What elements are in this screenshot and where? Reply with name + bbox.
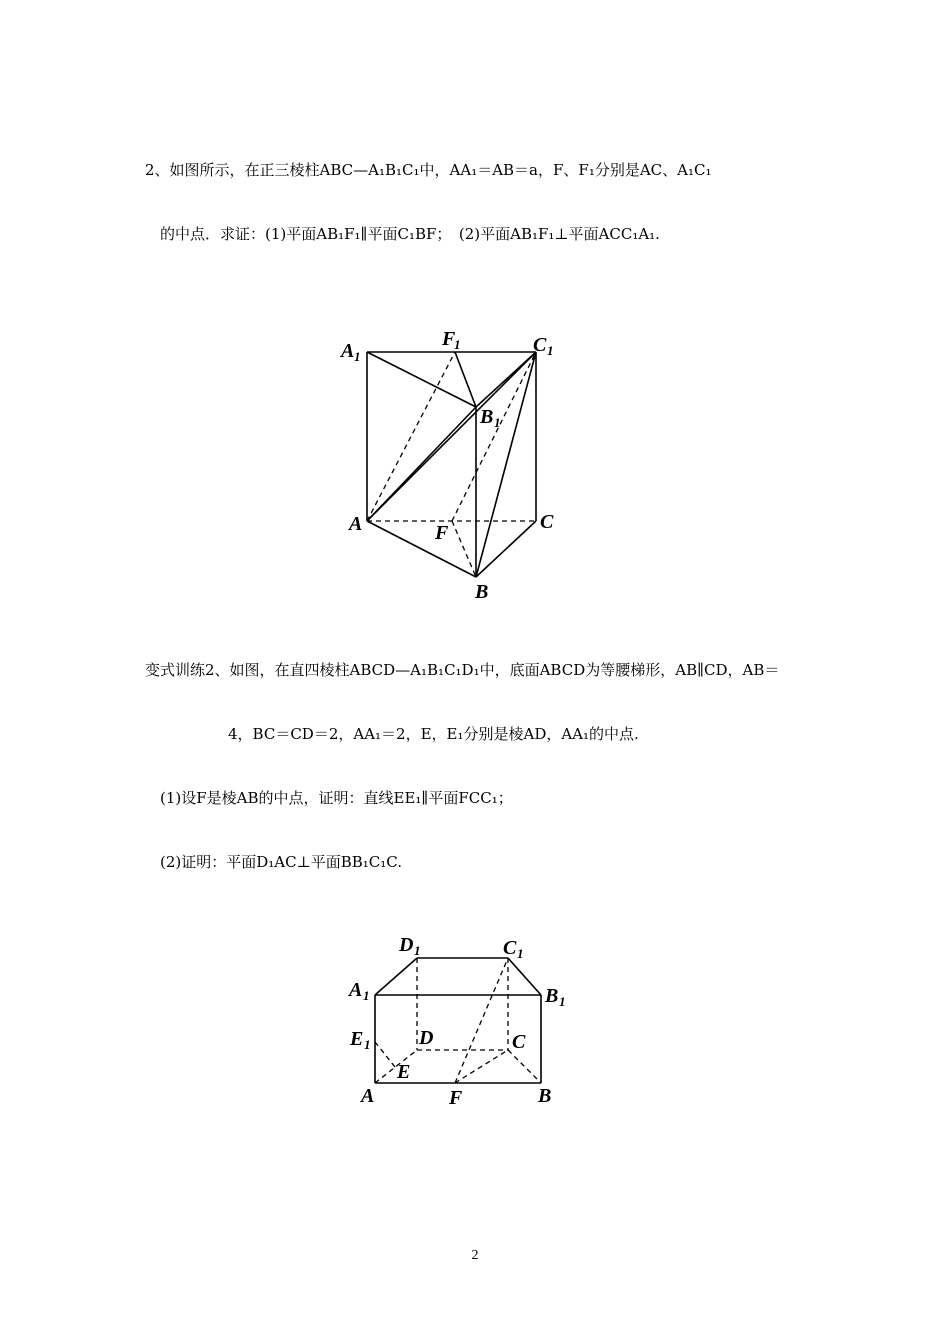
label-b1-sub: 1 <box>494 415 501 430</box>
problem2-line2: 的中点．求证：(1)平面AB₁F₁∥平面C₁BF； (2)平面AB₁F₁⊥平面ACC₁A₁. <box>160 225 660 243</box>
label-b: B <box>538 1085 552 1107</box>
label-a1: A <box>349 979 363 1001</box>
edge-a1-b1 <box>367 352 476 407</box>
edge-a-d-dashed <box>375 1050 417 1083</box>
label-a: A <box>361 1085 375 1107</box>
label-f: F <box>435 522 449 544</box>
edge-c-b <box>476 521 536 577</box>
edge-c1-b1 <box>508 958 541 995</box>
label-d1: D <box>399 934 414 956</box>
edge-e1-e-dashed <box>375 1042 395 1067</box>
label-e1: E <box>350 1028 364 1050</box>
label-a: A <box>349 513 363 535</box>
variant2-q2: (2)证明：平面D₁AC⊥平面BB₁C₁C. <box>160 853 402 871</box>
label-b1-sub: 1 <box>559 994 566 1009</box>
variant2-q1: (1)设F是棱AB的中点，证明：直线EE₁∥平面FCC₁； <box>160 789 513 807</box>
label-c1-sub: 1 <box>517 946 524 961</box>
variant2-line2: 4，BC＝CD＝2，AA₁＝2，E，E₁分别是棱AD，AA₁的中点. <box>228 725 639 743</box>
label-c1: C <box>503 937 517 959</box>
label-c1: C <box>533 334 547 356</box>
prism-figure <box>335 325 595 605</box>
edge-c-b-dashed <box>508 1050 541 1083</box>
label-e1-sub: 1 <box>364 1037 371 1052</box>
label-f: F <box>449 1087 463 1109</box>
label-f1: F <box>442 328 456 350</box>
edge-a-c1 <box>367 352 536 521</box>
label-c: C <box>540 511 554 533</box>
label-b1: B <box>545 985 559 1007</box>
label-d1-sub: 1 <box>414 943 421 958</box>
page-number: 2 <box>471 1248 479 1263</box>
variant2-line1: 变式训练2、如图，在直四棱柱ABCD—A₁B₁C₁D₁中，底面ABCD为等腰梯形，AB∥CD，AB＝ <box>145 661 780 679</box>
label-a1: A <box>341 340 355 362</box>
edge-a-f1-dashed <box>367 352 455 521</box>
edge-f-c-dashed <box>455 1050 508 1083</box>
label-a1-sub: 1 <box>363 988 370 1003</box>
edge-f-c1-dashed <box>455 958 508 1083</box>
label-d: D <box>419 1027 434 1049</box>
edge-f-b-dashed <box>452 521 476 577</box>
label-c: C <box>512 1031 526 1053</box>
edge-a1-d1 <box>375 958 417 995</box>
label-b: B <box>475 581 489 603</box>
quad-prism-figure <box>345 930 585 1110</box>
edge-b-c1 <box>476 352 536 577</box>
problem2-line1: 2、如图所示，在正三棱柱ABC—A₁B₁C₁中，AA₁＝AB＝a，F、F₁分别是AC、A₁C₁ <box>145 161 712 179</box>
label-f1-sub: 1 <box>454 337 461 352</box>
label-c1-sub: 1 <box>547 343 554 358</box>
edge-a-b <box>367 521 476 577</box>
label-b1: B <box>480 406 494 428</box>
label-e: E <box>397 1061 411 1083</box>
label-a1-sub: 1 <box>354 349 361 364</box>
